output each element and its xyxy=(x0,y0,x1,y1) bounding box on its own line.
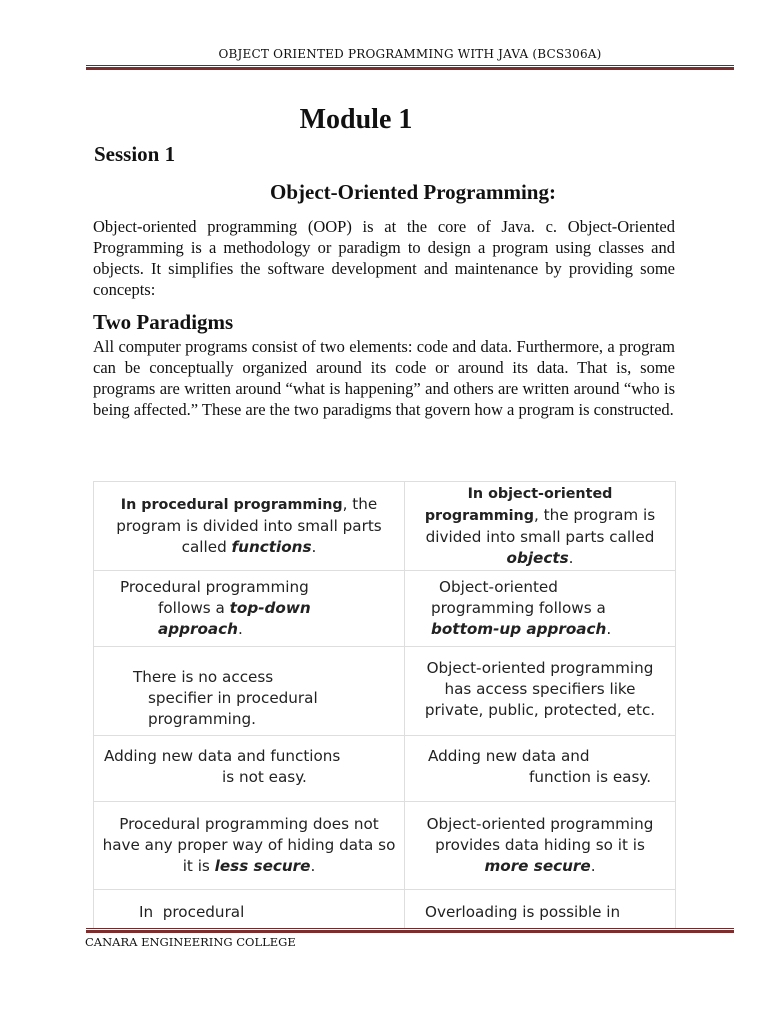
header-rule xyxy=(86,65,734,70)
cell-text: . xyxy=(568,549,574,567)
session-title: Session 1 xyxy=(94,142,176,166)
table-cell-procedural xyxy=(94,647,405,736)
cell-line: programming. xyxy=(148,709,256,728)
table-row xyxy=(94,736,676,802)
cell-emphasis: bottom-up approach xyxy=(431,620,607,638)
cell-emphasis: top-down xyxy=(229,599,311,617)
table-cell-oop: Overloading is possible in xyxy=(405,890,676,929)
page-footer-text: CANARA ENGINEERING COLLEGE xyxy=(85,935,296,949)
table-cell-procedural xyxy=(94,802,405,890)
cell-text: . xyxy=(590,857,596,875)
cell-bold-text: In procedural programming xyxy=(120,497,343,513)
cell-text: Object-oriented programming provides data hiding so it is xyxy=(426,815,654,854)
comparison-table xyxy=(93,481,676,928)
table-cell-oop xyxy=(405,482,676,571)
oop-paragraph: Object-oriented programming (OOP) is at the core of Java. c. Object-Oriented Programming is a methodology or paradigm to design a program using classes and objects. It simplifies the software development and maintenance by providing some concepts: xyxy=(93,217,675,299)
cell-text: . xyxy=(237,620,243,638)
footer-rule xyxy=(86,928,734,933)
cell-emphasis: more secure xyxy=(484,857,591,875)
cell-text: . xyxy=(311,538,317,556)
cell-text: , the program is divided into small parts called xyxy=(116,495,382,556)
table-cell-oop: Object-oriented programming has access specifiers like private, public, protected, etc. xyxy=(405,647,676,736)
paradigms-paragraph: All computer programs consist of two elements: code and data. Furthermore, a program can be conceptually organized around its code or around its data. That is, some programs are written around “what is happening” and others are written around “who is being affected.” These are the two paradigms that govern how a program is constructed. xyxy=(93,337,675,419)
table-cell-procedural: In procedural xyxy=(94,890,405,929)
cell-line: Adding new data and xyxy=(428,747,590,765)
cell-line: Object-oriented xyxy=(439,578,558,596)
table-cell-procedural xyxy=(94,736,405,802)
table-row xyxy=(94,802,676,890)
table-cell-oop xyxy=(405,571,676,647)
table-row xyxy=(94,482,676,571)
section-heading: Object-Oriented Programming: xyxy=(270,180,556,204)
paradigms-heading: Two Paradigms xyxy=(93,310,234,334)
cell-text: Procedural programming does not have any proper way of hiding data so it is xyxy=(102,815,396,875)
table-row xyxy=(94,647,676,736)
table-row xyxy=(94,890,676,929)
table-cell-procedural xyxy=(94,571,405,647)
page-header-title: OBJECT ORIENTED PROGRAMMING WITH JAVA (BCS306A) xyxy=(218,47,602,61)
cell-line: There is no access xyxy=(133,667,274,686)
cell-bold-text: In object-oriented programming xyxy=(424,486,613,524)
cell-line: Procedural programming xyxy=(120,578,309,596)
cell-emphasis: functions xyxy=(231,538,312,556)
cell-emphasis: approach xyxy=(158,620,238,638)
module-title: Module 1 xyxy=(299,104,413,135)
cell-line: specifier in procedural xyxy=(148,688,318,707)
table-cell-procedural xyxy=(94,482,405,571)
cell-line: programming follows a xyxy=(431,599,606,617)
cell-line: Adding new data and functions xyxy=(104,747,341,765)
cell-text: . xyxy=(310,857,316,875)
cell-line: function is easy. xyxy=(529,768,652,786)
cell-text: follows a xyxy=(158,599,230,617)
cell-text: , the program is divided into small parts called xyxy=(425,506,656,546)
comparison-table-wrapper xyxy=(93,481,676,928)
cell-line: is not easy. xyxy=(222,768,307,786)
table-cell-oop xyxy=(405,736,676,802)
cell-emphasis: objects xyxy=(506,549,569,567)
cell-text: . xyxy=(606,620,612,638)
cell-emphasis: less secure xyxy=(214,857,311,875)
table-cell-oop xyxy=(405,802,676,890)
table-row xyxy=(94,571,676,647)
